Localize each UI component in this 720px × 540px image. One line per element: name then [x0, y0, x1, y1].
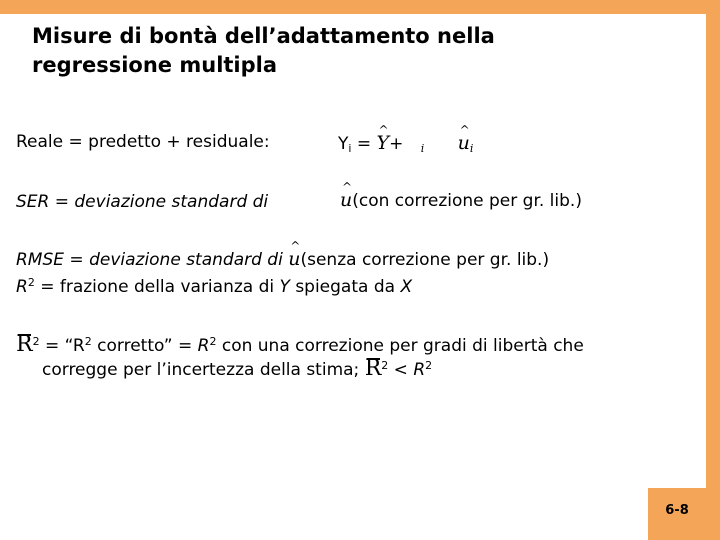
row6-rbar-sup: 2 — [381, 359, 389, 372]
row3-label: RMSE = deviazione standard di — [16, 250, 283, 270]
row5-rbar-sup: 2 — [32, 335, 40, 348]
row5-text2: corretto” = — [97, 336, 193, 356]
row1-uhat-sub: i — [469, 142, 474, 155]
row5-r-sup: 2 — [209, 335, 217, 348]
row4-text1: = frazione della varianza di — [40, 277, 275, 297]
row5-text1: = “R — [44, 336, 85, 356]
row2-label: SER = deviazione standard di — [16, 192, 269, 212]
row2-uhat: ^ u — [340, 189, 352, 211]
row-rmse — [16, 248, 549, 270]
row1-y-sub: i — [348, 142, 352, 155]
row2-formula — [340, 189, 582, 211]
row4-r-sup: 2 — [27, 276, 35, 289]
row1-eq: = — [356, 134, 372, 154]
row5-text3: con una correzione per gradi di libertà che — [221, 336, 584, 356]
row4-r: R — [16, 277, 28, 297]
row2-note: (con correzione per gr. lib.) — [352, 191, 582, 211]
row6-lt: < — [393, 360, 408, 380]
row4-x: X — [400, 277, 413, 297]
row6-text1: corregge per l’incertezza della stima; — [42, 360, 360, 380]
row-rbar2 — [16, 332, 584, 357]
row6-r: R — [413, 360, 426, 380]
row-ser — [16, 192, 268, 212]
row1-plus: + — [389, 134, 404, 154]
row4-text2: spiegata da — [295, 277, 396, 297]
right-frame-bar — [706, 0, 720, 540]
slide-title: Misure di bontà dell’adattamento nella regressione multipla — [32, 24, 495, 77]
row6-rbar: R — [364, 356, 382, 381]
row1-yhat: ^ Y — [377, 132, 390, 154]
row3-note: (senza correzione per gr. lib.) — [300, 250, 550, 270]
row-r2 — [16, 276, 412, 297]
row1-formula — [338, 132, 473, 155]
row-reale — [16, 132, 270, 152]
row6-r-sup: 2 — [425, 359, 433, 372]
page-number: 6-8 — [665, 503, 689, 518]
row1-label: Reale = predetto + residuale: — [16, 132, 270, 152]
row5-r: R — [197, 336, 210, 356]
row1-y: Y — [338, 134, 349, 154]
row5-r2-sup: 2 — [84, 335, 92, 348]
row1-yhat-sub: i — [420, 142, 425, 155]
row1-uhat: ^ u — [458, 132, 470, 154]
top-frame-bar — [0, 0, 720, 14]
row5-rbar: R — [16, 332, 33, 357]
row3-uhat: ^ u — [288, 248, 300, 270]
row4-y: Y — [279, 277, 290, 297]
row-rbar2-cont — [42, 356, 432, 381]
